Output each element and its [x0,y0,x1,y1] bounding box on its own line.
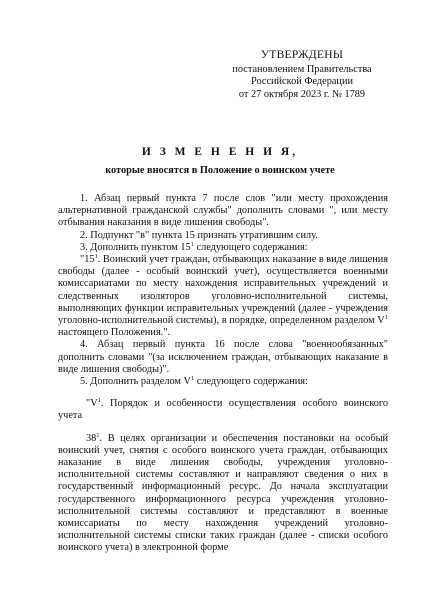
item-38-number: 38 [86,432,97,444]
item-3-quote-end: настоящего Положения.". [58,327,171,339]
item-3-quote-sup: 1 [94,253,98,261]
item-1: 1. Абзац первый пункта 7 после слов "или месту прохождения альтернативной гражданской службы" дополнить словами ", или месту отбывания наказания в виде лишения свободы". [58,193,388,229]
approval-heading: УТВЕРЖДЕНЫ [260,49,344,61]
section-heading-text: . Порядок и особенности осуществления особого воинского учета [58,398,388,422]
item-38-text: . В целях организации и обеспечения постановки на особый воинский учет, снятия с особого воинского учета граждан, отбывающих наказание в виде лишения свободы, учреждения уголовно-исполнительной системы составляют и направляют сведения о них в государственный информационный ресурс. До начала эксплуатации государственного информационного ресурса учреждения уголовно-исполнительной системы составляют и представляют в военные комиссариаты по месту нахождения учреждений уголовно-исполнительной системы списки таких граждан (далее - списки особого воинского учета) в электронной форме [58,432,388,554]
item-2: 2. Подпункт "в" пункта 15 признать утратившим силу. [80,229,318,241]
item-3-sup: 1 [190,240,194,248]
approval-block [232,49,372,101]
item-3-quote-start: "15 [80,254,95,266]
item-3-quote [58,254,388,339]
approval-line-2: Российской Федерации [251,76,353,88]
approval-line-3: от 27 октября 2023 г. № 1789 [238,88,366,100]
item-4: 4. Абзац первый пункта 16 после слова "военнообязанных" дополнить словами "(за исключением граждан, отбывающих наказание в виде лишения свободы)". [58,339,388,375]
item-3-text: 3. Дополнить пунктом 15 [80,241,191,253]
item-5 [58,376,388,388]
document-title: И З М Е Н Е Н И Я, [141,146,299,158]
document-subtitle: которые вносятся в Положение о воинском учете [105,165,335,176]
document-body [58,193,388,555]
item-38-sup: 1 [96,431,100,439]
section-heading-sup: 1 [97,397,101,405]
item-3-text-end: следующего содержания: [193,241,308,253]
item-5-text: 5. Дополнить разделом V [80,376,191,388]
item-38-1 [58,433,388,555]
item-5-sup: 1 [190,375,195,383]
item-3-quote-text: . Воинский учет граждан, отбывающих наказание в виде лишения свободы (далее - особый воинский учет), осуществляется военными комиссариатами по месту нахождения исправительных учреждений и следственных изоляторов уголовно-исполнительной системы, выполняющих функции исправительных учреждений (далее - учреждения уголовно-исполнительной системы), в порядке, определенном разделом V [58,254,388,327]
section-heading [58,398,388,422]
section-heading-start: "V [86,398,98,410]
item-5-text-end: следующего содержания: [194,376,308,388]
approval-line-1: постановлением Правительства [232,63,372,75]
item-3-quote-sup-2: 1 [384,314,388,322]
item-3 [58,242,388,254]
